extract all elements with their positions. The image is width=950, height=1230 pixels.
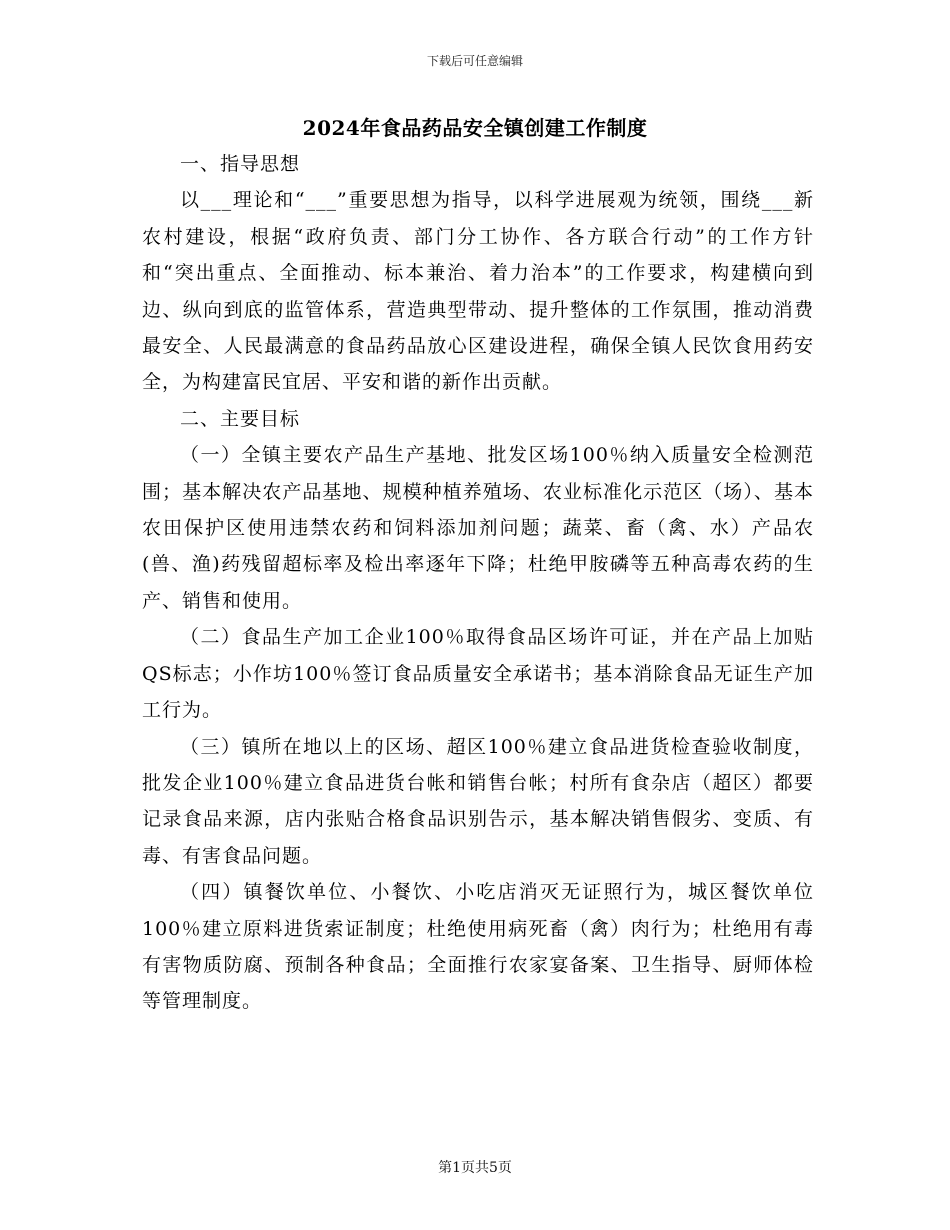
section-heading-guiding-ideology: 一、指导思想 [180,153,301,175]
paragraph-guiding-ideology: 以___理论和“___”重要思想为指导，以科学进展观为统领，围绕___新农村建设，根据“政府负责、部门分工协作、各方联合行动”的工作方针和“突出重点、全面推动、标本兼治、着力治本”的工作要求，构建横向到边、纵向到底的监管体系，营造典型带动、提升整体的工作氛围，推动消费最安全、人民最满意的食品药品放心区建设进程，确保全镇人民饮食用药安全，为构建富民宜居、平安和谐的新作出贡献。 [142,189,814,394]
document-body [142,146,814,1020]
paragraph-goal-3: （三）镇所在地以上的区场、超区100％建立食品进货检查验收制度，批发企业100％建立食品进货台帐和销售台帐；村所有食杂店（超区）都要记录食品来源，店内张贴合格食品识别告示，基本解决销售假劣、变质、有毒、有害食品问题。 [142,735,814,867]
document-title: 2024年食品药品安全镇创建工作制度 [302,116,648,140]
paragraph-goal-2: （二）食品生产加工企业100％取得食品区场许可证，并在产品上加贴QS标志；小作坊100％签订食品质量安全承诺书；基本消除食品无证生产加工行为。 [142,626,814,722]
section-heading-main-goals: 二、主要目标 [180,407,301,430]
page-number: 第1页共5页 [438,1160,512,1176]
header-note: 下载后可任意编辑 [426,54,523,68]
paragraph-goal-4: （四）镇餐饮单位、小餐饮、小吃店消灭无证照行为，城区餐饮单位100％建立原料进货索证制度；杜绝使用病死畜（禽）肉行为；杜绝用有毒有害物质防腐、预制各种食品；全面推行农家宴备案、卫生指导、厨师体检等管理制度。 [142,881,814,1013]
paragraph-goal-1: （一）全镇主要农产品生产基地、批发区场100％纳入质量安全检测范围；基本解决农产品基地、规模种植养殖场、农业标准化示范区（场）、基本农田保护区使用违禁农药和饲料添加剂问题；蔬菜、畜（禽、水）产品农(兽、渔)药残留超标率及检出率逐年下降；杜绝甲胺磷等五种高毒农药的生产、销售和使用。 [142,444,814,612]
